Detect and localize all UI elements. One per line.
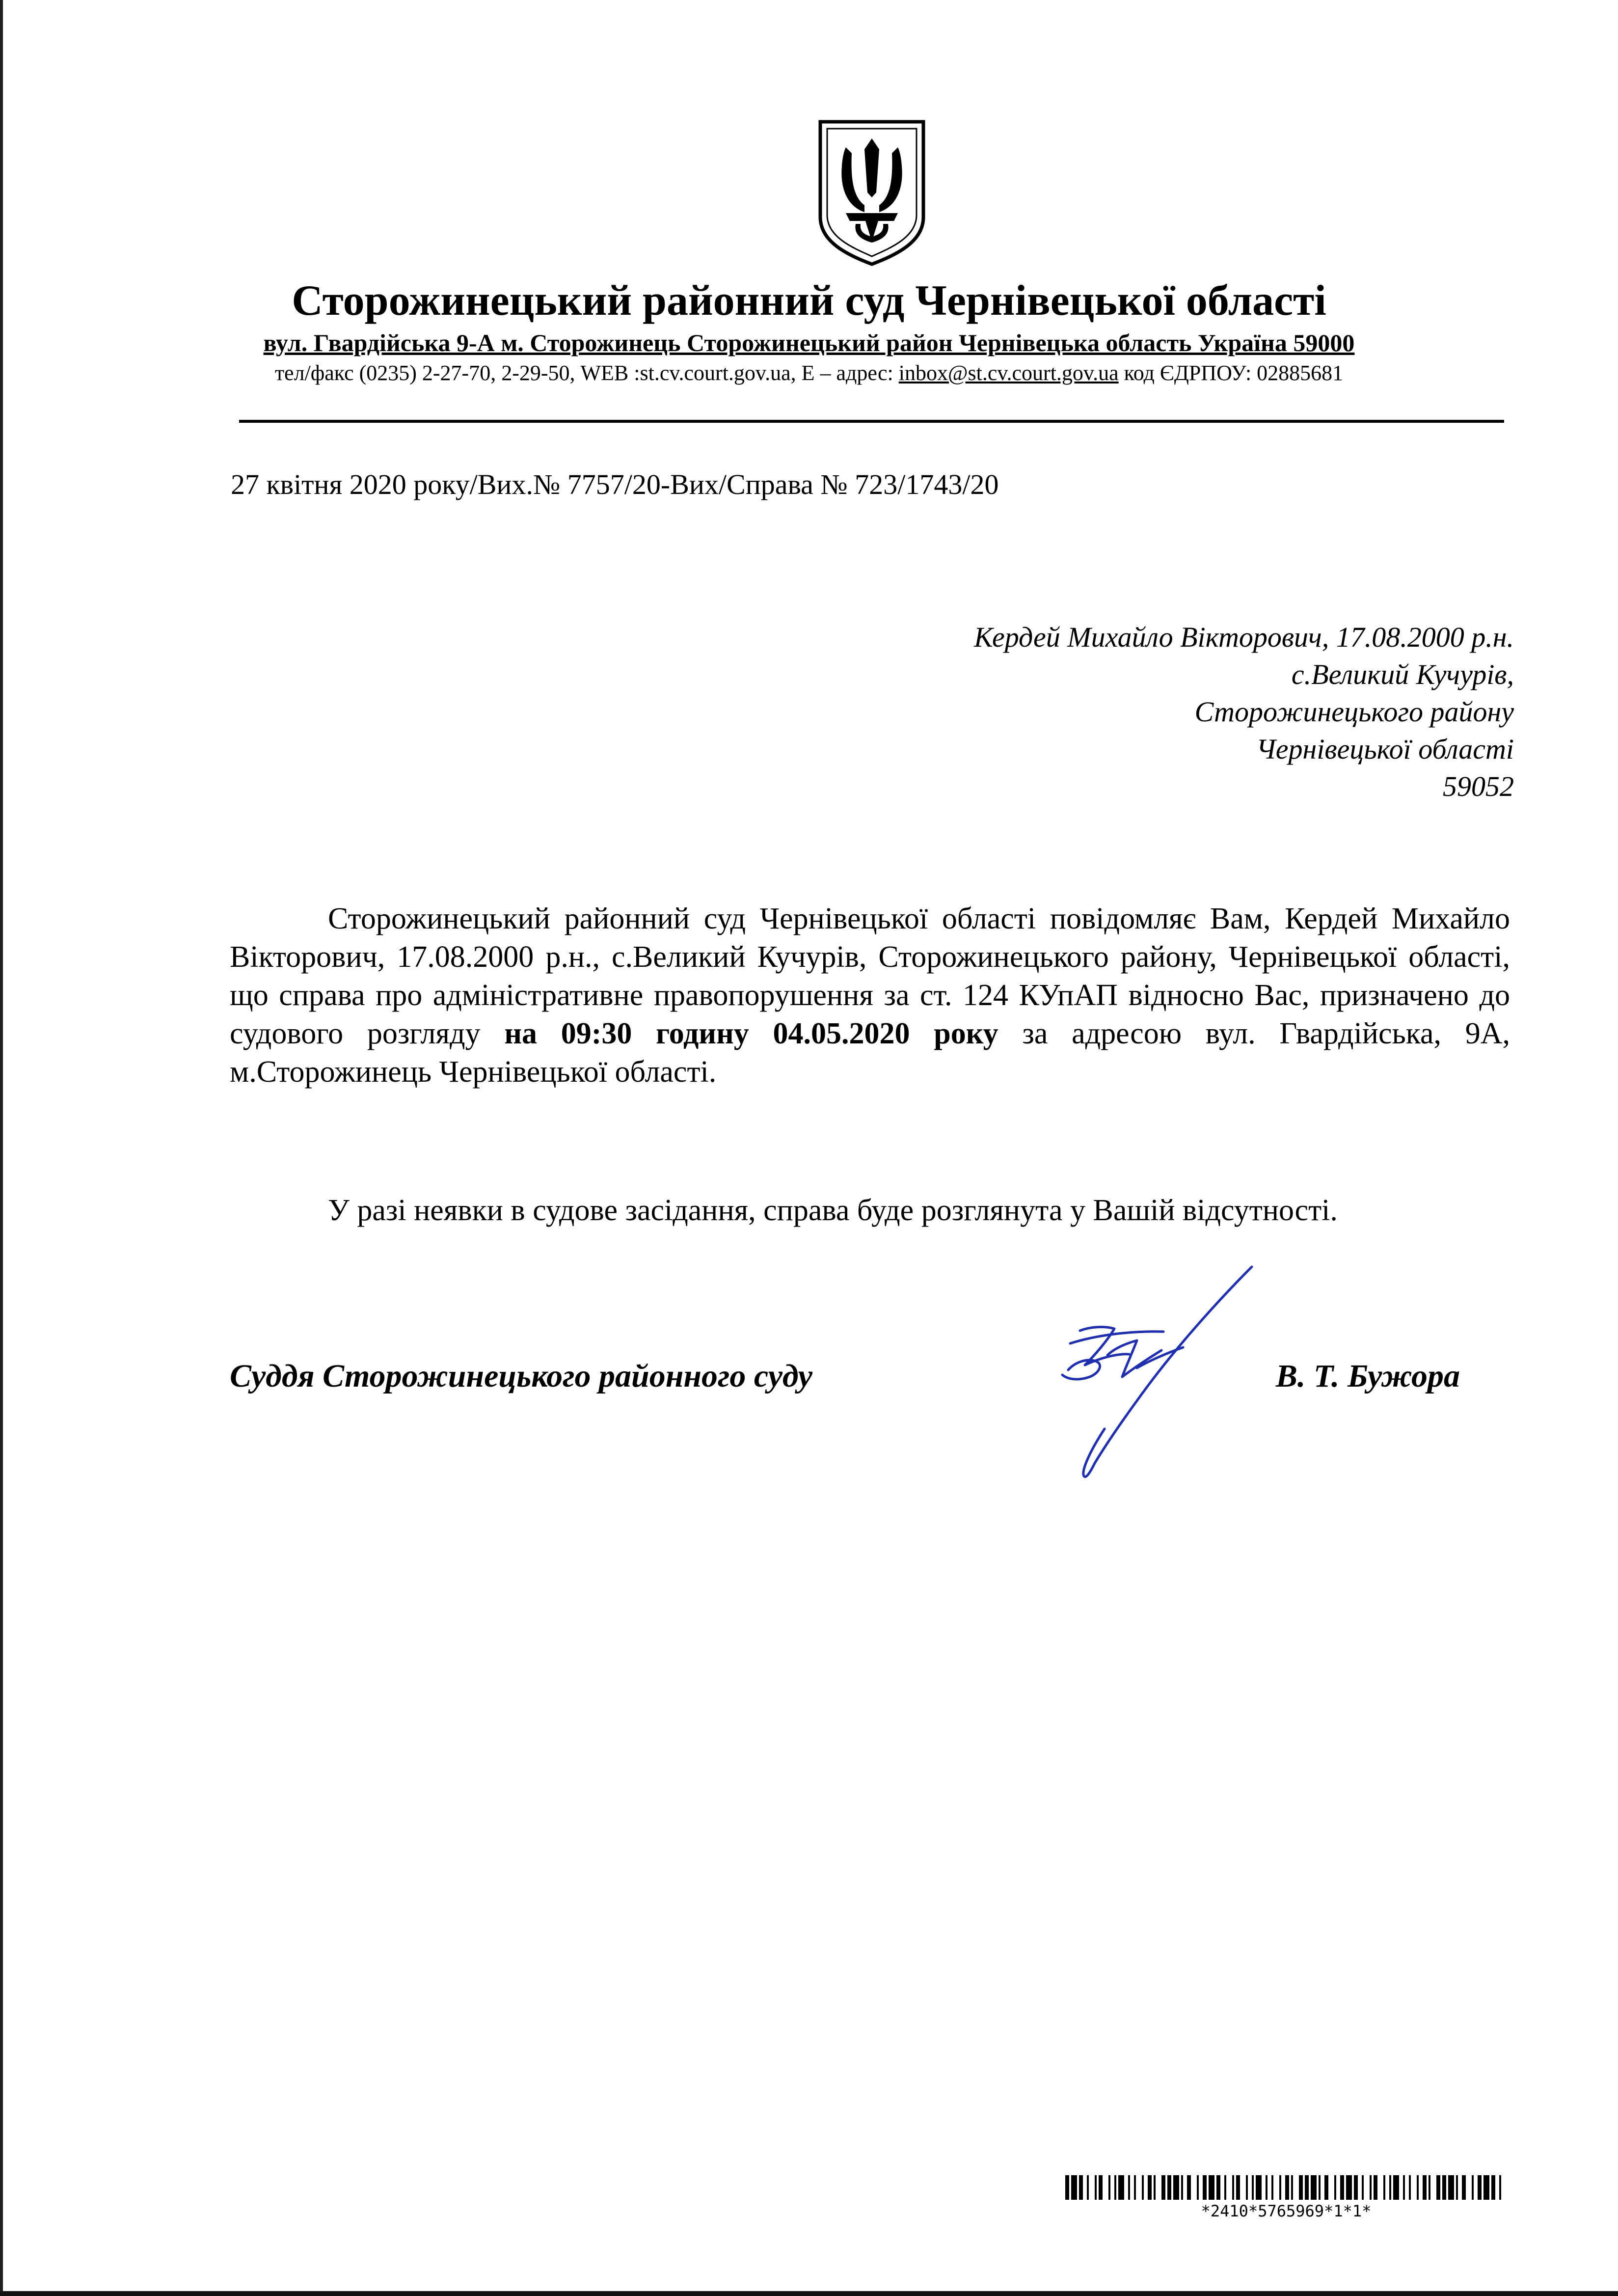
contact-email-link[interactable]: inbox@st.cv.court.gov.ua	[898, 361, 1119, 385]
barcode-bar	[1472, 2175, 1474, 2200]
absence-warning-paragraph: У разі неявки в судове засідання, справа буде розглянута у Вашій відсутності.	[328, 1194, 1338, 1227]
recipient-block	[974, 619, 1514, 805]
barcode-bar	[1370, 2175, 1372, 2200]
barcode-bar	[1071, 2175, 1077, 2200]
barcode-bar	[1478, 2175, 1482, 2200]
barcode-bar	[1118, 2175, 1124, 2200]
scan-edge-left	[0, 0, 3, 2296]
barcode-bar	[1456, 2175, 1458, 2200]
contact-edrpou: код ЄДРПОУ: 02885681	[1118, 361, 1344, 385]
scan-edge-bottom	[0, 2291, 1618, 2296]
barcode-bar	[1252, 2175, 1254, 2200]
barcode-bar	[1417, 2175, 1419, 2200]
barcode-bar	[1279, 2175, 1281, 2200]
barcode-bar	[1087, 2175, 1089, 2200]
barcode-bar	[1311, 2175, 1317, 2200]
court-contacts	[98, 358, 1520, 388]
barcode-bar	[1236, 2175, 1240, 2200]
recipient-district: Сторожинецького району	[1194, 696, 1514, 728]
barcode-bar	[1403, 2175, 1405, 2200]
barcode-bar	[1224, 2175, 1226, 2200]
barcode-bar	[1374, 2175, 1377, 2200]
contact-phone-web: тел/факс (0235) 2-27-70, 2-29-50, WEB :st.cv.court.gov.ua, E – адрес:	[274, 361, 899, 385]
court-name-heading: Сторожинецький районний суд Чернівецької області	[292, 277, 1326, 325]
trident-coat-of-arms-icon	[816, 119, 927, 267]
barcode-bar	[1354, 2175, 1358, 2200]
barcode-bar	[1340, 2175, 1344, 2200]
barcode-bar	[1256, 2175, 1262, 2200]
barcode-bar	[1181, 2175, 1183, 2200]
barcode-bar	[1209, 2175, 1214, 2200]
barcode-bar	[1362, 2175, 1364, 2200]
barcode-bar	[1305, 2175, 1309, 2200]
barcode-bar	[1134, 2175, 1136, 2200]
barcode-bar	[1291, 2175, 1293, 2200]
barcode-bar	[1161, 2175, 1165, 2200]
barcode-bar	[1393, 2175, 1399, 2200]
barcode-bar	[1216, 2175, 1220, 2200]
notice-text-end: за адресою вул. Гвардійська, 9А, м.Сторожинець Чернівецької області.	[230, 1017, 1510, 1089]
barcode-bar	[1448, 2175, 1454, 2200]
barcode-bar	[1197, 2175, 1199, 2200]
handwritten-signature	[1021, 1257, 1286, 1483]
barcode-bar	[1409, 2175, 1411, 2200]
barcode-bar	[1271, 2175, 1273, 2200]
barcode-bar	[1499, 2175, 1501, 2200]
barcode-bar	[1319, 2175, 1321, 2200]
barcode-bar	[1429, 2175, 1430, 2200]
barcode-bar	[1436, 2175, 1440, 2200]
barcode-bar	[1285, 2175, 1289, 2200]
barcode-bar	[1423, 2175, 1427, 2200]
barcode-bar	[1079, 2175, 1083, 2200]
barcode-bar	[1246, 2175, 1248, 2200]
barcode-bar	[1128, 2175, 1130, 2200]
recipient-village: с.Великий Кучурів,	[1291, 658, 1514, 690]
barcode-bar	[1187, 2175, 1191, 2200]
barcode-bar	[1334, 2175, 1336, 2200]
barcode-bar	[1173, 2175, 1179, 2200]
barcode-bar	[1099, 2175, 1103, 2200]
barcode-bar	[1142, 2175, 1144, 2200]
recipient-region: Чернівецької області	[1256, 733, 1514, 765]
barcode-bar	[1148, 2175, 1152, 2200]
notice-paragraph	[230, 900, 1510, 1091]
barcode-bar	[1483, 2175, 1489, 2200]
barcode-bar	[1266, 2175, 1267, 2200]
barcode-bar	[1203, 2175, 1207, 2200]
barcode-bar	[1114, 2175, 1116, 2200]
barcode-bar	[1154, 2175, 1156, 2200]
letterhead-divider	[239, 420, 1504, 423]
hearing-datetime: на 09:30 годину 04.05.2020 року	[504, 1017, 998, 1050]
barcode-bar	[1462, 2175, 1466, 2200]
recipient-name: Кердей Михайло Вікторович, 17.08.2000 р.н.	[973, 621, 1514, 653]
outgoing-reference: 27 квітня 2020 року/Вих.№ 7757/20-Вих/Справа № 723/1743/20	[231, 468, 999, 500]
barcode-bar	[1346, 2175, 1352, 2200]
barcode-bar	[1299, 2175, 1303, 2200]
barcode-bar	[1491, 2175, 1495, 2200]
barcode-bar	[1108, 2175, 1110, 2200]
judge-title: Суддя Сторожинецького районного суду	[230, 1358, 813, 1394]
barcode-number: *2410*5765969*1*1*	[1201, 2202, 1372, 2220]
barcode-bar	[1065, 2175, 1069, 2200]
barcode-bar	[1442, 2175, 1446, 2200]
judge-name: В. Т. Бужора	[1275, 1358, 1460, 1394]
barcode-bar	[1383, 2175, 1385, 2200]
barcode-bar	[1167, 2175, 1171, 2200]
barcode-bar	[1324, 2175, 1328, 2200]
notice-text-start: Сторожинецький районний суд Чернівецької області повідомляє Вам, Кердей Михайло Вікторович, 17.08.2000 р.н., с.Великий Кучурів, Сторожинецького району, Чернівецької області, що справа про адміністративне правопорушення за ст. 124 КУпАП відносно Вас, призначено до судового розгляду	[230, 902, 1510, 1050]
court-address: вул. Гвардійська 9-А м. Сторожинець Сторожинецький район Чернівецька область Україна 59000	[263, 329, 1355, 356]
barcode-bar	[1095, 2175, 1097, 2200]
barcode-bar	[1389, 2175, 1391, 2200]
barcode-bar	[1232, 2175, 1234, 2200]
recipient-postcode: 59052	[1443, 770, 1514, 802]
barcode-icon	[1065, 2175, 1507, 2200]
